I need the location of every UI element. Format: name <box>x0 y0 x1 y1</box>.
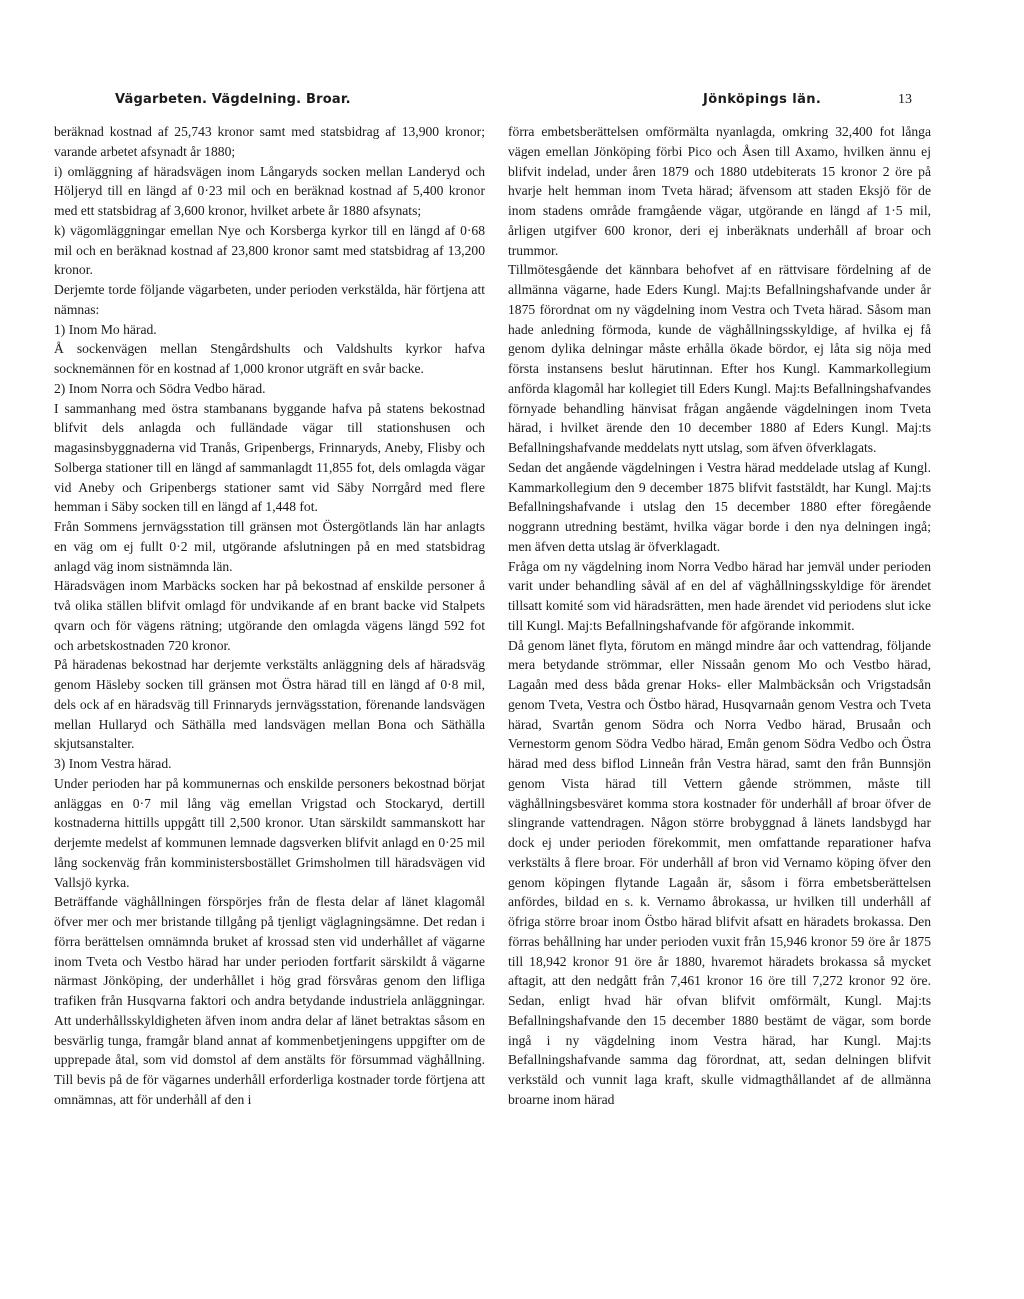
paragraph: Å sockenvägen mellan Stengårdshults och Valdshults kyrkor hafva socknemännen för en kostnad af 1,000 kronor utgräft en svår backe. <box>54 341 485 376</box>
running-head-topics: Vägarbeten. Vägdelning. Broar. <box>115 92 351 107</box>
paragraph: Fråga om ny vägdelning inom Norra Vedbo härad har jemväl under perioden varit under behandling såväl af en del af väghållningsskyldige för ärendet tillsatt komité som vid häradsrätten, men hade ärendet vid periodens slut icke till Kungl. Maj:ts Befallningshafvande för afgörande inkommit. <box>508 558 931 633</box>
paragraph: I sammanhang med östra stambanans byggande hafva på statens bekostnad blifvit dels anlagda och fulländade vägar till stationshusen och magasinsbyggnaderna vid Tranås, Gripenbergs, Frinnaryds, Aneby, Flisby och Solberga stationer till en längd af sammanlagdt 11,855 fot, dels omlagda vägar vid Aneby och Gripenbergs stationer samt vid Säby Norrgård med flere hemman i Säby socken till en längd af 1,448 fot. <box>54 400 485 515</box>
paragraph: Beträffande väghållningen förspörjes från de flesta delar af länet klagomål öfver mer och mer bristande tillgång på tjenligt väglagningsämne. Det redan i förra berättelsen omnämnda bruket af krossad sten vid underhållet af vägarne inom Tveta och Vestbo härad har under perioden fortfarit särskildt å vägarne närmast Jönköping, der underhållet i hög grad försvåras genom den lifliga trafiken från Husqvarna faktori och andra betydande industriela anläggningar. Att underhållsskyldigheten äfven inom andra delar af länet betraktas såsom en besvärlig tunga, framgår bland annat af kommenbetjeningens uppgifter om de upprepade åtal, som vid domstol af dem anstälts för försummad väghållning. Till bevis på de för vägarnes underhåll erforderliga kostnader torde förtjena att omnämnas, att för underhåll af den i <box>54 894 485 1107</box>
paragraph: Derjemte torde följande vägarbeten, under perioden verkstälda, här förtjena att nämnas: <box>54 282 485 317</box>
page-header <box>115 92 910 114</box>
paragraph: i) omläggning af häradsvägen inom Långaryds socken mellan Landeryd och Höljeryd till en längd af 0·23 mil och en beräknad kostnad af 5,400 kronor med ett statsbidrag af 3,600 kronor, hvilket arbete år 1880 afsynats; <box>54 163 485 218</box>
right-text-column <box>508 122 931 1110</box>
page-number: 13 <box>898 92 912 107</box>
paragraph: Då genom länet flyta, förutom en mängd mindre åar och vattendrag, följande mera betydande strömmar, eller Nissaån genom Mo och Vestbo härad, Lagaån med dess båda grenar Hoks- eller Malmbäcksån och Vrigstadsån genom Tveta, Vestra och Östbo härad, Husqvarnaån genom Vestra och Tveta härad, Svartån genom Södra och Norra Vedbo härad, Brusaån och Vernestorm genom Södra Vedbo härad, Emån genom Södra Vedbo och Östra härad med dess biflod Linneån från Vestra härad, samt den från Bunnsjön genom Vista härad till Vettern gående strömmen, måste till väghållningsbesväret komma stora kostnader för underhåll af broar öfver de slingrande vattendragen. Någon större brobyggnad å länets landsbygd har dock ej under perioden förekommit, men omfattande reparationer hafva verkstälts å flere broar. För underhåll af bron vid Vernamo köping öfver den genom köpingen flytande Lagaån är, såsom i förra embetsberättelsen anfördes, bildad en s. k. Vernamo åbrokassa, ur hvilken till underhåll af öfriga större broar inom Östbo härad blifvit afsatt en häradets brokassa. Den förras behållning har under perioden vuxit från 15,946 kronor 59 öre år 1875 till 18,942 kronor 91 öre år 1880, hvaremot häradets brokassa så mycket aftagit, att den nedgått från 7,461 kronor 16 öre till 7,272 kronor 92 öre. Sedan, enligt hvad här ofvan blifvit omförmält, Kungl. Maj:ts Befallningshafvande den 15 december 1880 bestämt de vägar, som borde ingå i ny vägdelning inom Vestra härad, har Kungl. Maj:ts Befallningshafvande samma dag förordnat, att, sedan delningen blifvit verkstäld och vunnit laga kraft, skulle vidmagthållandet af de allmänna broarne inom härad <box>508 637 931 1107</box>
running-head-county: Jönköpings län. <box>703 92 822 107</box>
paragraph: 3) Inom Vestra härad. <box>54 756 172 771</box>
paragraph: förra embetsberättelsen omförmälta nyanlagda, omkring 32,400 fot långa vägen emellan Jönköping förbi Pico och Åsen till Axamo, hvilken ännu ej blifvit indelad, under åren 1879 och 1880 utdebiterats 15 kronor 2 öre på hvarje helt hemman inom Tveta härad; äfvensom att staden Eksjö för de inom stadens område framgående vägar, utgörande en längd af 1·5 mil, årligen utgifver 600 kronor, deri ej inberäknats underhåll af broar och trummor. <box>508 124 931 258</box>
paragraph: 1) Inom Mo härad. <box>54 321 157 337</box>
paragraph: beräknad kostnad af 25,743 kronor samt med statsbidrag af 13,900 kronor; varande arbetet afsynadt år 1880; <box>54 124 485 159</box>
paragraph: Häradsvägen inom Marbäcks socken har på bekostnad af enskilde personer å två olika ställen blifvit omlagd för undvikande af en brant backe vid Stalpets qvarn och för vägens rätning; utgörande den omlagda vägens längd 592 fot och arbetskostnaden 720 kronor. <box>54 578 485 653</box>
paragraph: 2) Inom Norra och Södra Vedbo härad. <box>54 380 266 396</box>
paragraph: Tillmötesgående det kännbara behofvet af en rättvisare fördelning af de allmänna vägarne, hade Eders Kungl. Maj:ts Befallningshafvande under år 1875 förordnat om ny vägdelning inom Vestra och Tveta härad. Såsom man hade anledning förmoda, kunde de väghållningsskyldige, af hvilka ej få genom dylika delningar måste erhålla ökade bördor, ej låta sig nöja med första instansens beslut härutinnan. Efter hos Kungl. Kammarkollegium anförda klagomål har kollegiet till Eders Kungl. Maj:ts Befallningshafvandes förnyade behandling hänvisat frågan angående vägdelningen inom Tveta härad, i hvilket ärende den 10 december 1880 af Eders Kungl. Maj:ts Befallningshafvande meddelats nytt utslag, som äfven öfverklagats. <box>508 262 931 455</box>
paragraph: k) vägomläggningar emellan Nye och Korsberga kyrkor till en längd af 0·68 mil och en beräknad kostnad af 23,800 kronor samt med statsbidrag af 13,200 kronor. <box>54 222 485 278</box>
paragraph: Sedan det angående vägdelningen i Vestra härad meddelade utslag af Kungl. Kammarkollegium den 9 december 1875 blifvit faststäldt, har Kungl. Maj:ts Befallningshafvande i utslag den 15 december 1880 efter föregående noggrann utredning bestämt, hvilka vägar borde i den nya delningen ingå; men äfven detta utslag är öfverklagadt. <box>508 459 931 554</box>
left-text-column <box>54 122 485 1110</box>
paragraph: På häradenas bekostnad har derjemte verkstälts anläggning dels af häradsväg genom Häsleby socken till gränsen mot Östra härad till en längd af 0·8 mil, dels ock af en häradsväg till Frinnaryds jernvägsstation, förenande landsvägen mellan Hullaryd och Säthälla med landsvägen mellan Bona och Säthälla skjutsanstalter. <box>54 657 485 752</box>
paragraph: Från Sommens jernvägsstation till gränsen mot Östergötlands län har anlagts en väg om ej fullt 0·2 mil, utgörande afslutningen på en med statsbidrag anlagd väg inom sistnämnda län. <box>54 519 485 574</box>
paragraph: Under perioden har på kommunernas och enskilde personers bekostnad börjat anläggas en 0·7 mil lång väg emellan Vrigstad och Stockaryd, dertill kostnaderna hittills uppgått till 2,500 kronor. Utan särskildt sammanskott har derjemte medelst af kommunen lemnade dagsverken blifvit anlagd en 0·25 mil lång sockenväg från komministersbostället Grimsholmen till häradsvägen vid Vallsjö kyrka. <box>54 775 485 890</box>
